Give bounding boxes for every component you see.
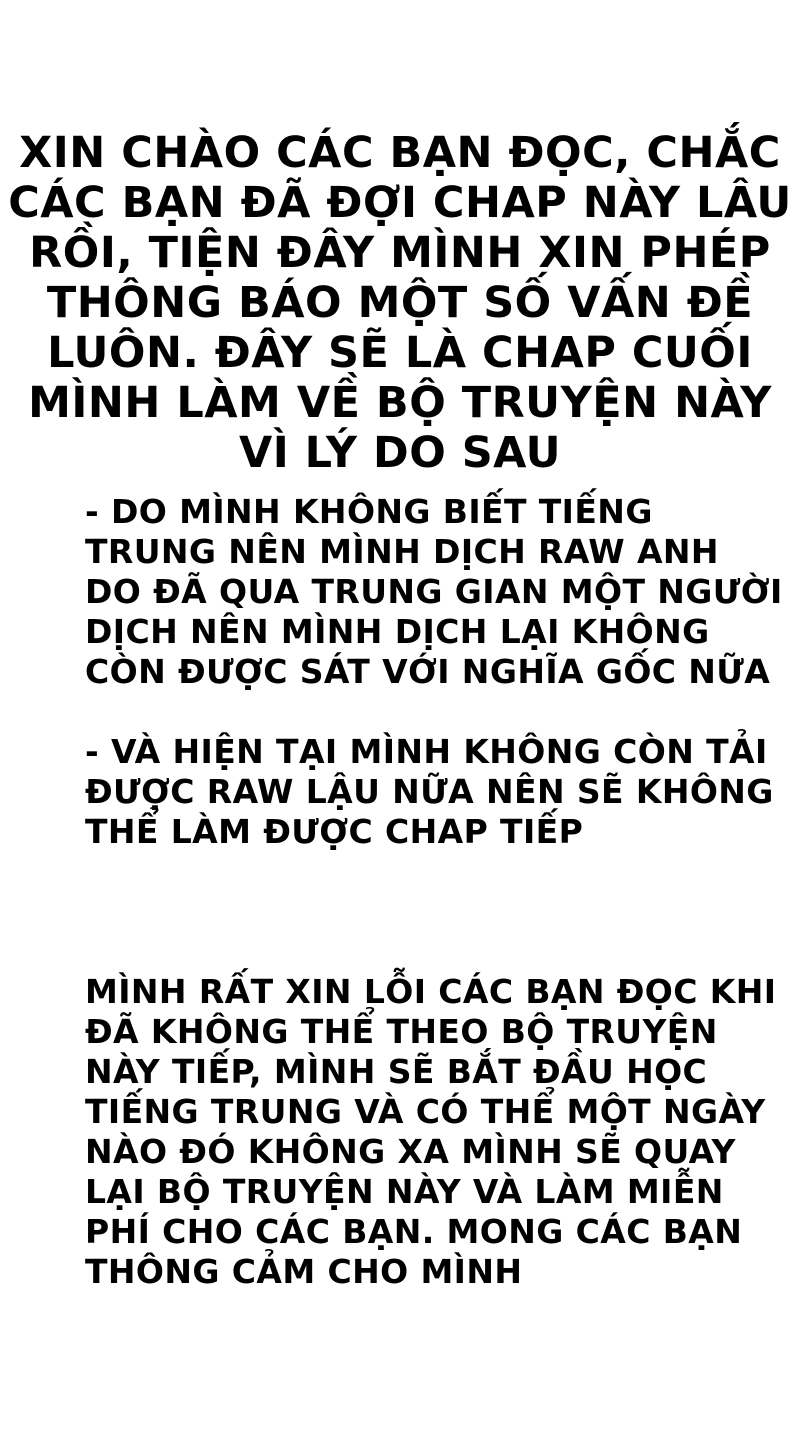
closing-message: MÌNH RẤT XIN LỖI CÁC BẠN ĐỌC KHI ĐÃ KHÔNG THỂ THEO BỘ TRUYỆN NÀY TIẾP, MÌNH SẼ BẮT ĐẦU HỌC TIẾNG TRUNG VÀ CÓ THỂ MỘT NGÀY NÀO ĐÓ KHÔNG XA MÌNH SẼ QUAY LẠI BỘ TRUYỆN NÀY VÀ LÀM MIỄN PHÍ CHO CÁC BẠN. MONG CÁC BẠN THÔNG CẢM CHO MÌNH xyxy=(85,972,777,1291)
reason-item-raw-source: - VÀ HIỆN TẠI MÌNH KHÔNG CÒN TẢI ĐƯỢC RAW LẬU NỮA NÊN SẼ KHÔNG THỂ LÀM ĐƯỢC CHAP TIẾP xyxy=(85,732,774,851)
announcement-headline: XIN CHÀO CÁC BẠN ĐỌC, CHẮC CÁC BẠN ĐÃ ĐỢI CHAP NÀY LÂU RỒI, TIỆN ĐÂY MÌNH XIN PHÉP THÔNG BÁO MỘT SỐ VẤN ĐỀ LUÔN. ĐÂY SẼ LÀ CHAP CUỐI MÌNH LÀM VỀ BỘ TRUYỆN NÀY VÌ LÝ DO SAU xyxy=(8,128,792,478)
reason-item-translation: - DO MÌNH KHÔNG BIẾT TIẾNG TRUNG NÊN MÌNH DỊCH RAW ANH DO ĐÃ QUA TRUNG GIAN MỘT NGƯỜI DỊCH NÊN MÌNH DỊCH LẠI KHÔNG CÒN ĐƯỢC SÁT VỚI NGHĨA GỐC NỮA xyxy=(85,492,783,691)
